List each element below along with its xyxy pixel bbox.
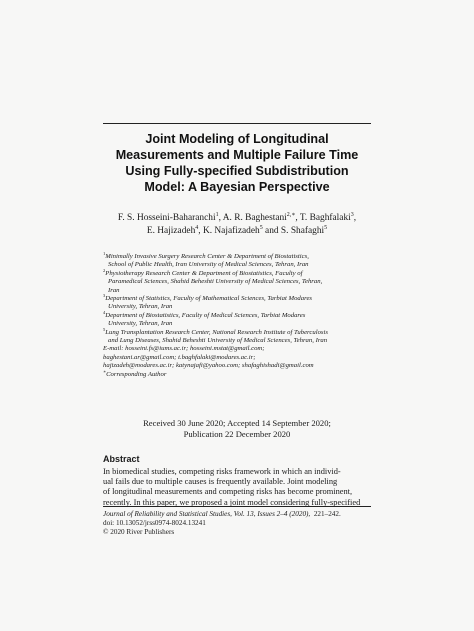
dates-line: Publication 22 December 2020: [183, 429, 291, 439]
top-rule: [103, 123, 371, 124]
doi: doi: 10.13052/jrss0974-8024.13241: [103, 519, 206, 527]
abstract-text: [103, 467, 371, 508]
affiliations: [103, 250, 378, 379]
author-affiliation-mark: 5: [324, 224, 328, 231]
author-name: , T. Baghfalaki: [295, 213, 351, 223]
title-line: Measurements and Multiple Failure Time: [115, 148, 359, 162]
email-line: baghestani.ar@gmail.com; t.baghfalaki@modares.ac.ir;: [103, 353, 256, 361]
affiliation-line: and Lung Diseases, Shahid Beheshti University of Medical Sciences, Tehran, Iran: [108, 337, 328, 345]
dates-line: Received 30 June 2020; Accepted 14 September 2020;: [143, 418, 331, 428]
journal-citation: [103, 510, 371, 519]
affiliation-line: Iran: [108, 286, 120, 294]
author-name: , K. Najafizadeh: [198, 225, 260, 236]
author-line: [103, 212, 371, 225]
affiliation-entry: [103, 250, 378, 270]
email-line: E-mail: hosseini.fs@iums.ac.ir; hosseini.mstat@gmail.com;: [103, 345, 265, 353]
abstract-line: of longitudinal measurements and competing risks has become prominent,: [103, 487, 353, 497]
author-name: , A. R. Baghestani: [218, 213, 287, 223]
affiliation-mark: 3: [103, 292, 106, 298]
affiliation-line: Paramedical Sciences, Shahid Beheshti University of Medical Sciences, Tehran,: [108, 278, 323, 286]
corresponding-author-note: [103, 368, 378, 379]
affiliation-line: University, Tehran, Iran: [108, 303, 173, 311]
author-name: and S. Shafaghi: [262, 225, 325, 236]
email-entry: [103, 345, 378, 370]
affiliation-entry: [103, 326, 378, 346]
affiliation-line: Minimally Invasive Surgery Research Center & Department of Biostatistics,: [105, 253, 309, 260]
corresponding-mark: ∗: [103, 368, 107, 374]
author-affiliation-mark: 1: [215, 211, 219, 218]
affiliation-mark: 5: [103, 326, 106, 332]
abstract-line: In biomedical studies, competing risks framework in which an individ-: [103, 467, 341, 476]
affiliation-mark: 1: [103, 250, 106, 256]
author-affiliation-mark: 2,∗: [286, 211, 296, 218]
affiliation-entry: [103, 267, 378, 295]
author-separator: ,: [353, 213, 357, 223]
email-line: hajizadeh@modares.ac.ir; katynajafi@yahoo.com; shafaghishadi@gmail.com: [103, 362, 314, 370]
corresponding-author-text: Corresponding Author: [106, 370, 167, 378]
title-line: Model: A Bayesian Perspective: [144, 180, 330, 194]
affiliation-line: Department of Biostatistics, Faculty of Medical Sciences, Tarbiat Modares: [105, 311, 306, 319]
affiliation-line: University, Tehran, Iran: [108, 320, 173, 328]
author-line: [103, 225, 371, 238]
footer-rule: [103, 506, 371, 507]
abstract-line: ual fails due to multiple causes is frequently available. Joint modeling: [103, 477, 338, 487]
author-list: [103, 212, 371, 237]
journal-footer: [103, 510, 371, 537]
journal-pages: 221–242.: [313, 510, 341, 518]
abstract-line: recently. In this paper, we proposed a joint model considering fully-specified: [103, 497, 361, 507]
author-name: E. Hajizadeh: [146, 225, 196, 236]
affiliation-line: School of Public Health, Iran University of Medical Sciences, Tehran, Iran: [108, 261, 309, 269]
copyright: © 2020 River Publishers: [103, 528, 175, 536]
author-affiliation-mark: 3: [350, 211, 354, 218]
affiliation-mark: 2: [103, 267, 106, 273]
author-affiliation-mark: 4: [195, 224, 199, 231]
author-affiliation-mark: 5: [259, 224, 263, 231]
affiliation-mark: 4: [103, 309, 106, 315]
publication-dates: [103, 418, 371, 440]
journal-name: Journal of Reliability and Statistical Studies, Vol. 13, Issues 2–4 (2020),: [103, 510, 311, 518]
affiliation-line: Department of Statistics, Faculty of Mathematical Sciences, Tarbiat Modares: [105, 295, 313, 303]
title-line: Using Fully-specified Subdistribution: [125, 164, 349, 178]
author-name: F. S. Hosseini-Baharanchi: [117, 213, 216, 223]
affiliation-line: Lung Transplantation Research Center, National Research Institute of Tuberculosis: [105, 328, 328, 336]
affiliation-entry: [103, 292, 378, 312]
affiliation-line: Physiotherapy Research Center & Department of Biostatistics, Faculty of: [105, 269, 303, 277]
title-line: Joint Modeling of Longitudinal: [145, 132, 329, 146]
abstract-heading: Abstract: [103, 454, 140, 464]
paper-title: [103, 131, 371, 195]
